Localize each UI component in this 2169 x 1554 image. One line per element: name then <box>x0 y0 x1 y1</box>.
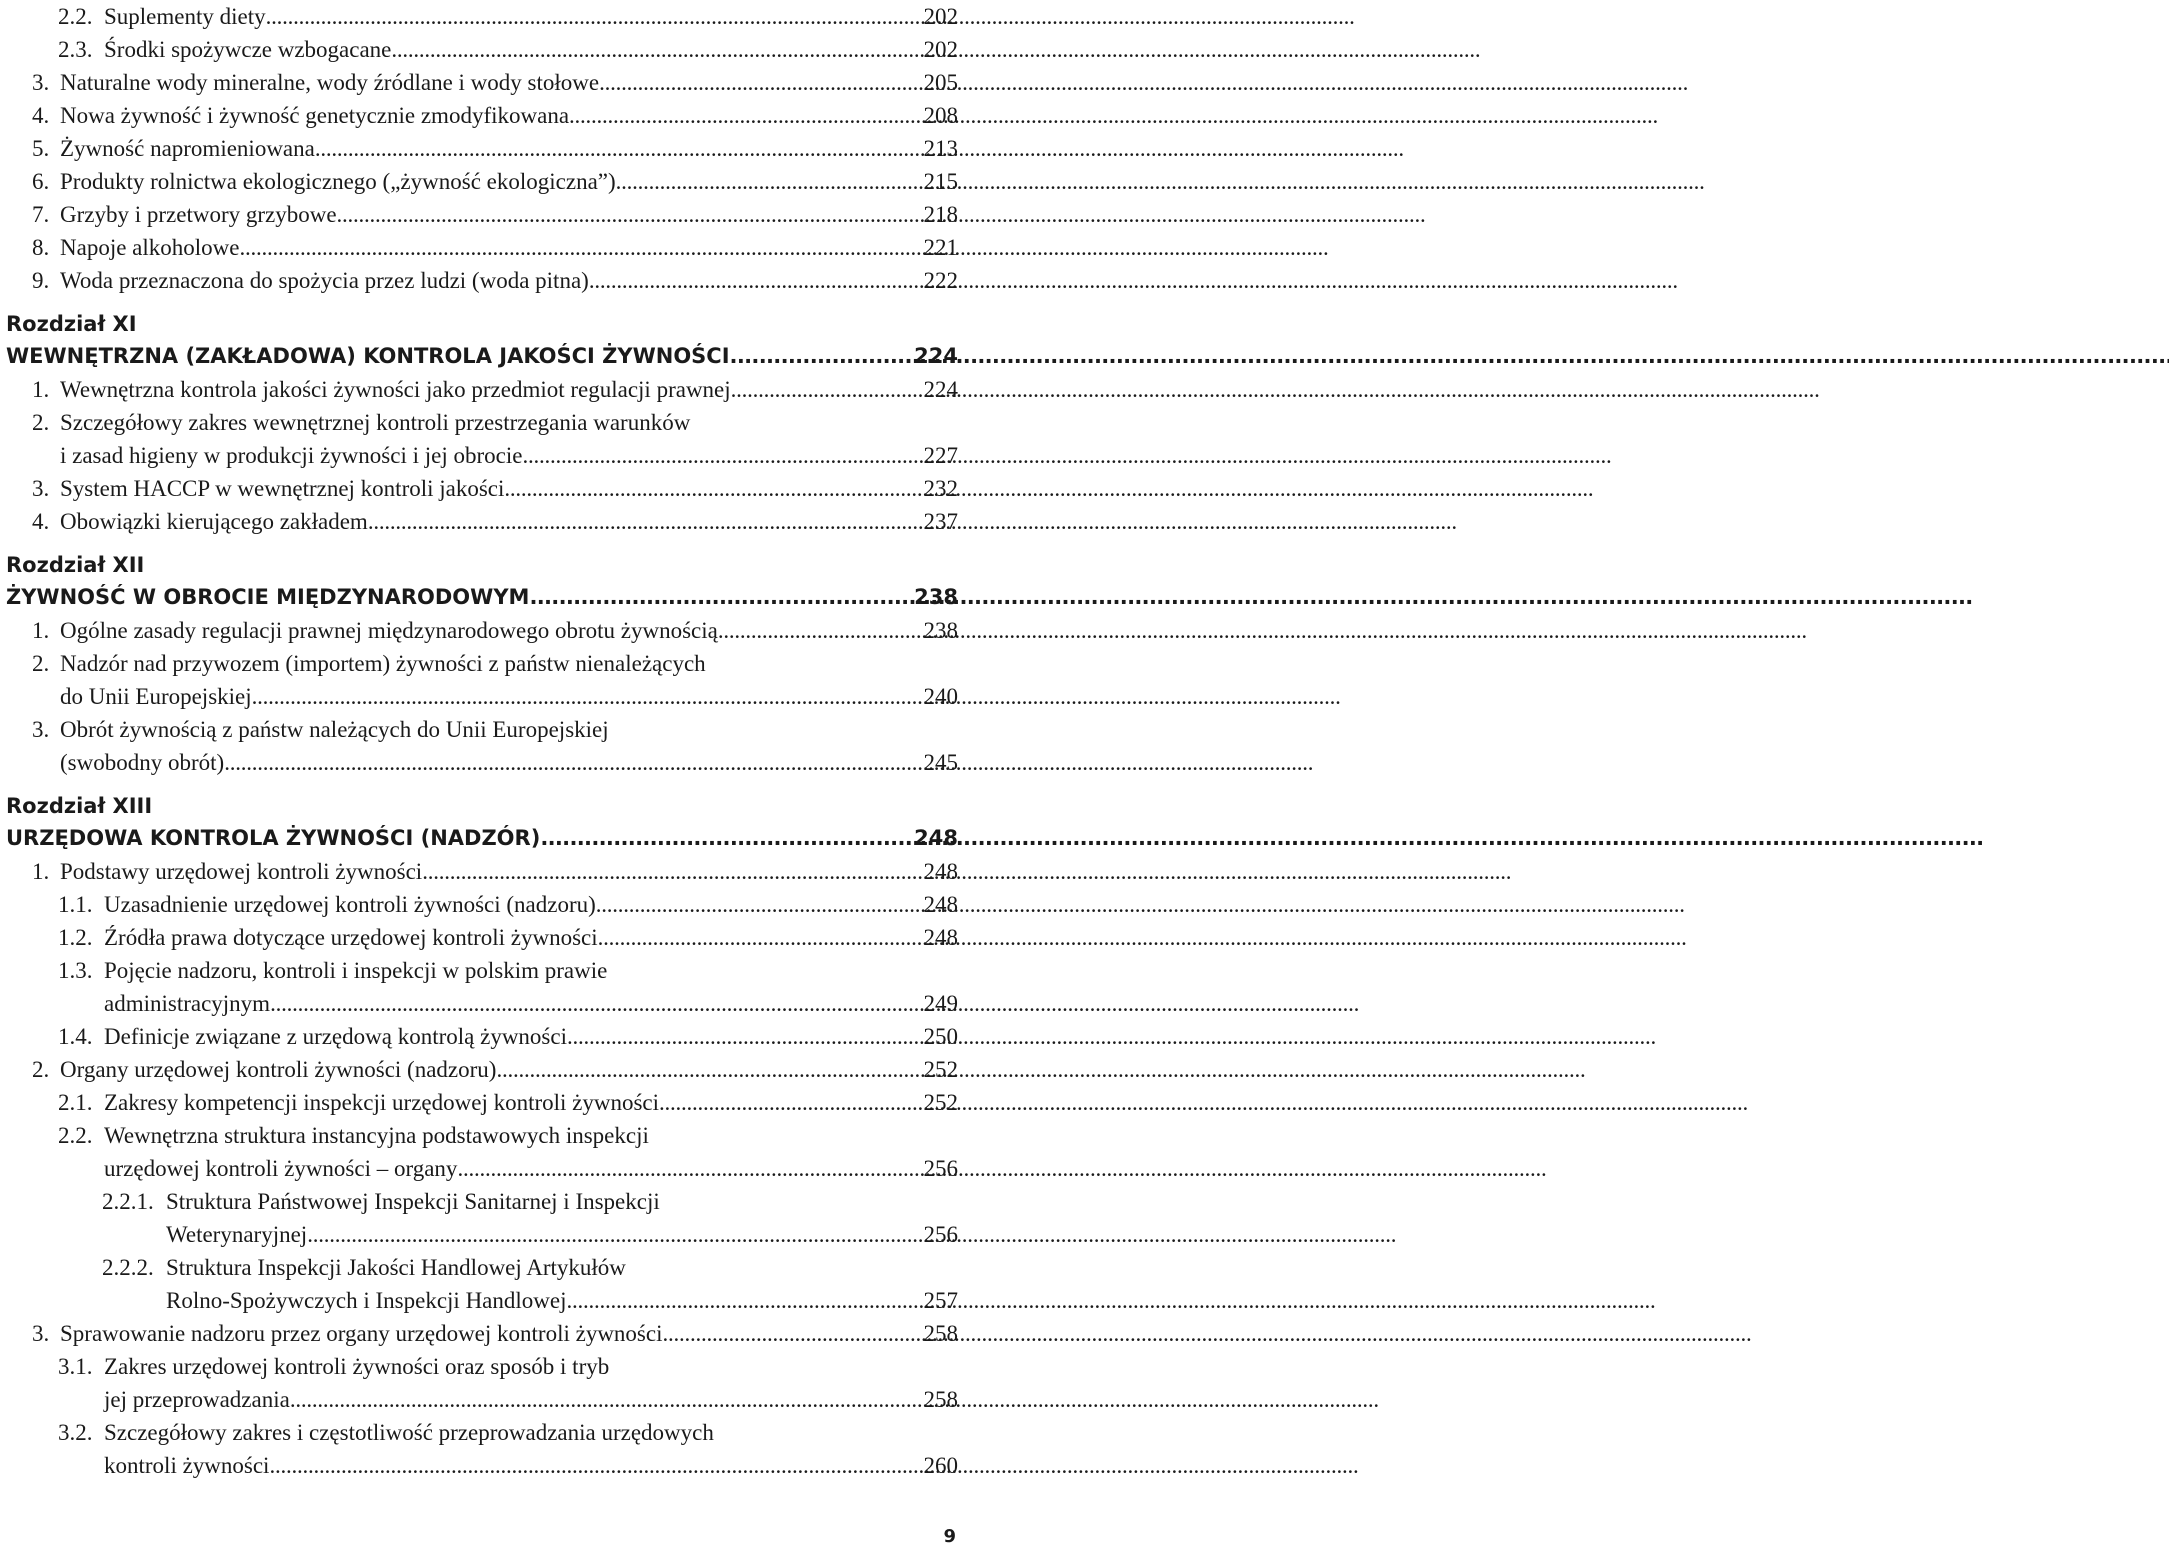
dot-leader <box>569 99 919 132</box>
toc-entry-number: 2.2.1. <box>102 1189 154 1214</box>
chapter-title: WEWNĘTRZNA (ZAKŁADOWA) KONTROLA JAKOŚCI ŻYWNOŚCI <box>6 344 730 368</box>
toc-entry-line <box>58 888 958 921</box>
dot-leader <box>616 165 920 198</box>
toc-entry-text: Wewnętrzna struktura instancyjna podstawowych inspekcji <box>104 1123 649 1148</box>
toc-entry-line <box>32 713 958 746</box>
toc-page-number: 249 <box>923 991 958 1016</box>
dot-leader <box>239 231 919 264</box>
toc-entry-number: 2.2. <box>58 1123 93 1148</box>
toc-entry <box>6 614 958 647</box>
toc-page-number: 238 <box>923 618 958 643</box>
toc-entry <box>6 198 958 231</box>
toc-entry-text: Sprawowanie nadzoru przez organy urzędowej kontroli żywności <box>60 1321 663 1346</box>
dot-leader <box>422 855 919 888</box>
toc-entry <box>6 472 958 505</box>
toc-entry-text: Weterynaryjnej <box>166 1222 308 1247</box>
toc-entry-line <box>58 0 958 33</box>
toc-page-number: 245 <box>923 750 958 775</box>
toc-entry-number: 9. <box>32 268 50 293</box>
toc-entry-line <box>58 1119 958 1152</box>
dot-leader <box>596 888 920 921</box>
dot-leader <box>457 1152 919 1185</box>
toc-entry-text: Woda przeznaczona do spożycia przez ludzi (woda pitna) <box>60 268 589 293</box>
toc-entry-line <box>32 647 958 680</box>
toc-entry <box>6 505 958 538</box>
toc-entry <box>6 1251 958 1317</box>
dot-leader <box>504 472 919 505</box>
toc-entry-line <box>32 746 958 779</box>
toc-entry-text: Żywność napromieniowana <box>60 136 315 161</box>
toc-entry-line <box>58 1350 958 1383</box>
toc-entry-number: 2. <box>32 651 50 676</box>
toc-entry-text: (swobodny obrót) <box>60 750 225 775</box>
toc-page-number: 260 <box>923 1453 958 1478</box>
dot-leader <box>598 921 920 954</box>
toc-page-number: 224 <box>914 344 958 368</box>
toc-entry-text: Źródła prawa dotyczące urzędowej kontroli żywności <box>104 925 598 950</box>
toc-entry <box>6 855 958 888</box>
toc-page-number: 258 <box>923 1321 958 1346</box>
toc-page-number: 256 <box>923 1156 958 1181</box>
toc-entry-text: Produkty rolnictwa ekologicznego („żywność ekologiczna”) <box>60 169 616 194</box>
toc-entry-line <box>32 439 958 472</box>
toc-entry <box>6 713 958 779</box>
dot-leader <box>315 132 920 165</box>
toc-entry-number: 4. <box>32 509 50 534</box>
toc-page-number: 258 <box>923 1387 958 1412</box>
toc-entry-line <box>32 264 958 297</box>
toc-entry-number: 3. <box>32 476 50 501</box>
toc-entry-line <box>102 1284 958 1317</box>
toc-entry-number: 1.4. <box>58 1024 93 1049</box>
toc-entry-number: 2.3. <box>58 37 93 62</box>
toc-entry-number: 6. <box>32 169 50 194</box>
dot-leader <box>567 1020 920 1053</box>
toc-entry-text: Struktura Inspekcji Jakości Handlowej Artykułów <box>166 1255 626 1280</box>
dot-leader <box>496 1053 919 1086</box>
toc-entry-text: Napoje alkoholowe <box>60 235 240 260</box>
toc-entry-line <box>32 132 958 165</box>
toc-entry-number: 3. <box>32 717 50 742</box>
dot-leader <box>368 505 920 538</box>
toc-entry <box>6 66 958 99</box>
toc-entry-line <box>58 1449 958 1482</box>
toc-entry-text: Organy urzędowej kontroli żywności (nadzoru) <box>60 1057 497 1082</box>
chapter-title-row <box>6 822 958 855</box>
toc-entry-number: 8. <box>32 235 50 260</box>
toc-entry-number: 1.1. <box>58 892 93 917</box>
dot-leader <box>529 581 910 614</box>
toc-entry-line <box>58 921 958 954</box>
toc-entry <box>6 1119 958 1185</box>
toc-page-number: 205 <box>923 70 958 95</box>
toc-entry-text: jej przeprowadzania <box>104 1387 290 1412</box>
toc-entry-number: 1.2. <box>58 925 93 950</box>
toc-entry-line <box>58 1152 958 1185</box>
dot-leader <box>307 1218 919 1251</box>
toc-entry-number: 1. <box>32 377 50 402</box>
toc-page-number: 213 <box>923 136 958 161</box>
toc-page-number: 240 <box>923 684 958 709</box>
dot-leader <box>391 33 919 66</box>
toc-entry-line <box>32 1317 958 1350</box>
toc-entry-number: 7. <box>32 202 50 227</box>
toc-entry-line <box>32 855 958 888</box>
toc-entry <box>6 99 958 132</box>
toc-entry-line <box>58 987 958 1020</box>
toc-entry-text: Struktura Państwowej Inspekcji Sanitarnej i Inspekcji <box>166 1189 660 1214</box>
toc-entry-line <box>32 406 958 439</box>
chapter-title-row <box>6 581 958 614</box>
toc-entry-text: do Unii Europejskiej <box>60 684 252 709</box>
toc-entry <box>6 406 958 472</box>
dot-leader <box>290 1383 920 1416</box>
toc-entry-text: kontroli żywności <box>104 1453 270 1478</box>
dot-leader <box>589 264 920 297</box>
toc-page-number: 250 <box>923 1024 958 1049</box>
toc-entry <box>6 1185 958 1251</box>
toc-entry-text: Zakres urzędowej kontroli żywności oraz sposób i tryb <box>104 1354 610 1379</box>
toc-entry-text: Podstawy urzędowej kontroli żywności <box>60 859 423 884</box>
toc-entry-line <box>32 1053 958 1086</box>
toc-entry-number: 5. <box>32 136 50 161</box>
toc-entry <box>6 0 958 33</box>
toc-page-number: 252 <box>923 1057 958 1082</box>
dot-leader <box>224 746 919 779</box>
toc-entry-number: 2. <box>32 1057 50 1082</box>
toc-entry <box>6 1020 958 1053</box>
chapter-label: Rozdział XIII <box>6 794 153 818</box>
dot-leader <box>266 0 920 33</box>
toc-entry-line <box>102 1251 958 1284</box>
table-of-contents <box>6 0 958 1482</box>
toc-entry-line <box>32 680 958 713</box>
toc-entry-text: urzędowej kontroli żywności – organy <box>104 1156 458 1181</box>
toc-page-number: 224 <box>923 377 958 402</box>
dot-leader <box>337 198 920 231</box>
toc-page-number: 252 <box>923 1090 958 1115</box>
toc-entry-line <box>32 231 958 264</box>
toc-page-number: 237 <box>923 509 958 534</box>
toc-page-number: 248 <box>923 925 958 950</box>
toc-entry-text: System HACCP w wewnętrznej kontroli jakości <box>60 476 505 501</box>
toc-entry-number: 1.3. <box>58 958 93 983</box>
toc-page-number: 248 <box>923 859 958 884</box>
dot-leader <box>567 1284 920 1317</box>
toc-entry-line <box>58 954 958 987</box>
toc-page-number: 238 <box>914 585 958 609</box>
toc-entry-text: Środki spożywcze wzbogacane <box>104 37 392 62</box>
toc-entry-number: 3. <box>32 70 50 95</box>
toc-entry-number: 1. <box>32 618 50 643</box>
dot-leader <box>599 66 919 99</box>
toc-entry-line <box>102 1218 958 1251</box>
toc-entry-text: Grzyby i przetwory grzybowe <box>60 202 337 227</box>
toc-entry-text: Suplementy diety <box>104 4 266 29</box>
toc-entry <box>6 1086 958 1119</box>
toc-entry-text: Szczegółowy zakres wewnętrznej kontroli przestrzegania warunków <box>60 410 691 435</box>
toc-page-number: 202 <box>923 37 958 62</box>
toc-entry-number: 2.2. <box>58 4 93 29</box>
toc-entry-text: i zasad higieny w produkcji żywności i jej obrocie <box>60 443 523 468</box>
dot-leader <box>269 1449 919 1482</box>
page-number: 9 <box>943 1526 956 1547</box>
toc-entry <box>6 647 958 713</box>
toc-entry-number: 1. <box>32 859 50 884</box>
toc-entry-line <box>32 614 958 647</box>
toc-page-number: 232 <box>923 476 958 501</box>
toc-entry <box>6 1317 958 1350</box>
toc-entry-text: Nowa żywność i żywność genetycznie zmodyfikowana <box>60 103 570 128</box>
toc-entry <box>6 132 958 165</box>
toc-entry-line <box>32 198 958 231</box>
toc-entry-text: Definicje związane z urzędową kontrolą żywności <box>104 1024 567 1049</box>
toc-page-number: 257 <box>923 1288 958 1313</box>
document-page <box>0 0 960 1554</box>
toc-entry-number: 4. <box>32 103 50 128</box>
chapter-label: Rozdział XI <box>6 312 137 336</box>
chapter-title: URZĘDOWA KONTROLA ŻYWNOŚCI (NADZÓR) <box>6 826 541 850</box>
chapter-title: ŻYWNOŚĆ W OBROCIE MIĘDZYNARODOWYM <box>6 585 530 609</box>
toc-entry-line <box>32 505 958 538</box>
toc-entry-text: Obrót żywnością z państw należących do Unii Europejskiej <box>60 717 609 742</box>
toc-entry <box>6 231 958 264</box>
toc-page-number: 256 <box>923 1222 958 1247</box>
toc-entry-text: Wewnętrzna kontrola jakości żywności jako przedmiot regulacji prawnej <box>60 377 731 402</box>
toc-entry-number: 2.1. <box>58 1090 93 1115</box>
toc-page-number: 222 <box>923 268 958 293</box>
dot-leader <box>540 822 910 855</box>
toc-entry-line <box>58 33 958 66</box>
toc-entry-text: administracyjnym <box>104 991 271 1016</box>
toc-page-number: 248 <box>923 892 958 917</box>
toc-entry <box>6 264 958 297</box>
dot-leader <box>252 680 920 713</box>
toc-entry-number: 2. <box>32 410 50 435</box>
toc-page-number: 215 <box>923 169 958 194</box>
toc-entry <box>6 1350 958 1416</box>
toc-page-number: 248 <box>914 826 958 850</box>
toc-page-number: 227 <box>923 443 958 468</box>
toc-entry-text: Zakresy kompetencji inspekcji urzędowej kontroli żywności <box>104 1090 660 1115</box>
toc-entry-number: 3.1. <box>58 1354 93 1379</box>
toc-entry <box>6 954 958 1020</box>
toc-entry <box>6 33 958 66</box>
dot-leader <box>659 1086 919 1119</box>
toc-entry <box>6 165 958 198</box>
dot-leader <box>718 614 920 647</box>
toc-page-number: 208 <box>923 103 958 128</box>
toc-entry-line <box>32 99 958 132</box>
toc-entry-line <box>102 1185 958 1218</box>
toc-entry-line <box>58 1086 958 1119</box>
toc-entry-text: Obowiązki kierującego zakładem <box>60 509 368 534</box>
toc-entry-line <box>32 373 958 406</box>
toc-entry-line <box>32 165 958 198</box>
toc-entry <box>6 1053 958 1086</box>
toc-entry-text: Ogólne zasady regulacji prawnej międzynarodowego obrotu żywnością <box>60 618 718 643</box>
toc-entry-line <box>58 1020 958 1053</box>
toc-entry-text: Rolno-Spożywczych i Inspekcji Handlowej <box>166 1288 567 1313</box>
toc-entry-text: Uzasadnienie urzędowej kontroli żywności (nadzoru) <box>104 892 596 917</box>
toc-entry <box>6 921 958 954</box>
toc-entry-text: Naturalne wody mineralne, wody źródlane i wody stołowe <box>60 70 600 95</box>
dot-leader <box>522 439 919 472</box>
toc-entry-number: 3. <box>32 1321 50 1346</box>
toc-entry-line <box>58 1416 958 1449</box>
toc-entry-line <box>32 66 958 99</box>
toc-page-number: 221 <box>923 235 958 260</box>
toc-entry-line <box>58 1383 958 1416</box>
toc-entry-text: Nadzór nad przywozem (importem) żywności z państw nienależących <box>60 651 706 676</box>
chapter-label: Rozdział XII <box>6 553 145 577</box>
chapter-title-row <box>6 340 958 373</box>
dot-leader <box>270 987 919 1020</box>
toc-entry <box>6 888 958 921</box>
toc-entry <box>6 1416 958 1482</box>
toc-page-number: 202 <box>923 4 958 29</box>
toc-entry-number: 2.2.2. <box>102 1255 154 1280</box>
dot-leader <box>730 340 911 373</box>
dot-leader <box>731 373 920 406</box>
toc-entry-number: 3.2. <box>58 1420 93 1445</box>
toc-page-number: 218 <box>923 202 958 227</box>
toc-entry <box>6 373 958 406</box>
toc-entry-text: Szczegółowy zakres i częstotliwość przeprowadzania urzędowych <box>104 1420 714 1445</box>
dot-leader <box>662 1317 919 1350</box>
toc-entry-text: Pojęcie nadzoru, kontroli i inspekcji w polskim prawie <box>104 958 608 983</box>
toc-entry-line <box>32 472 958 505</box>
